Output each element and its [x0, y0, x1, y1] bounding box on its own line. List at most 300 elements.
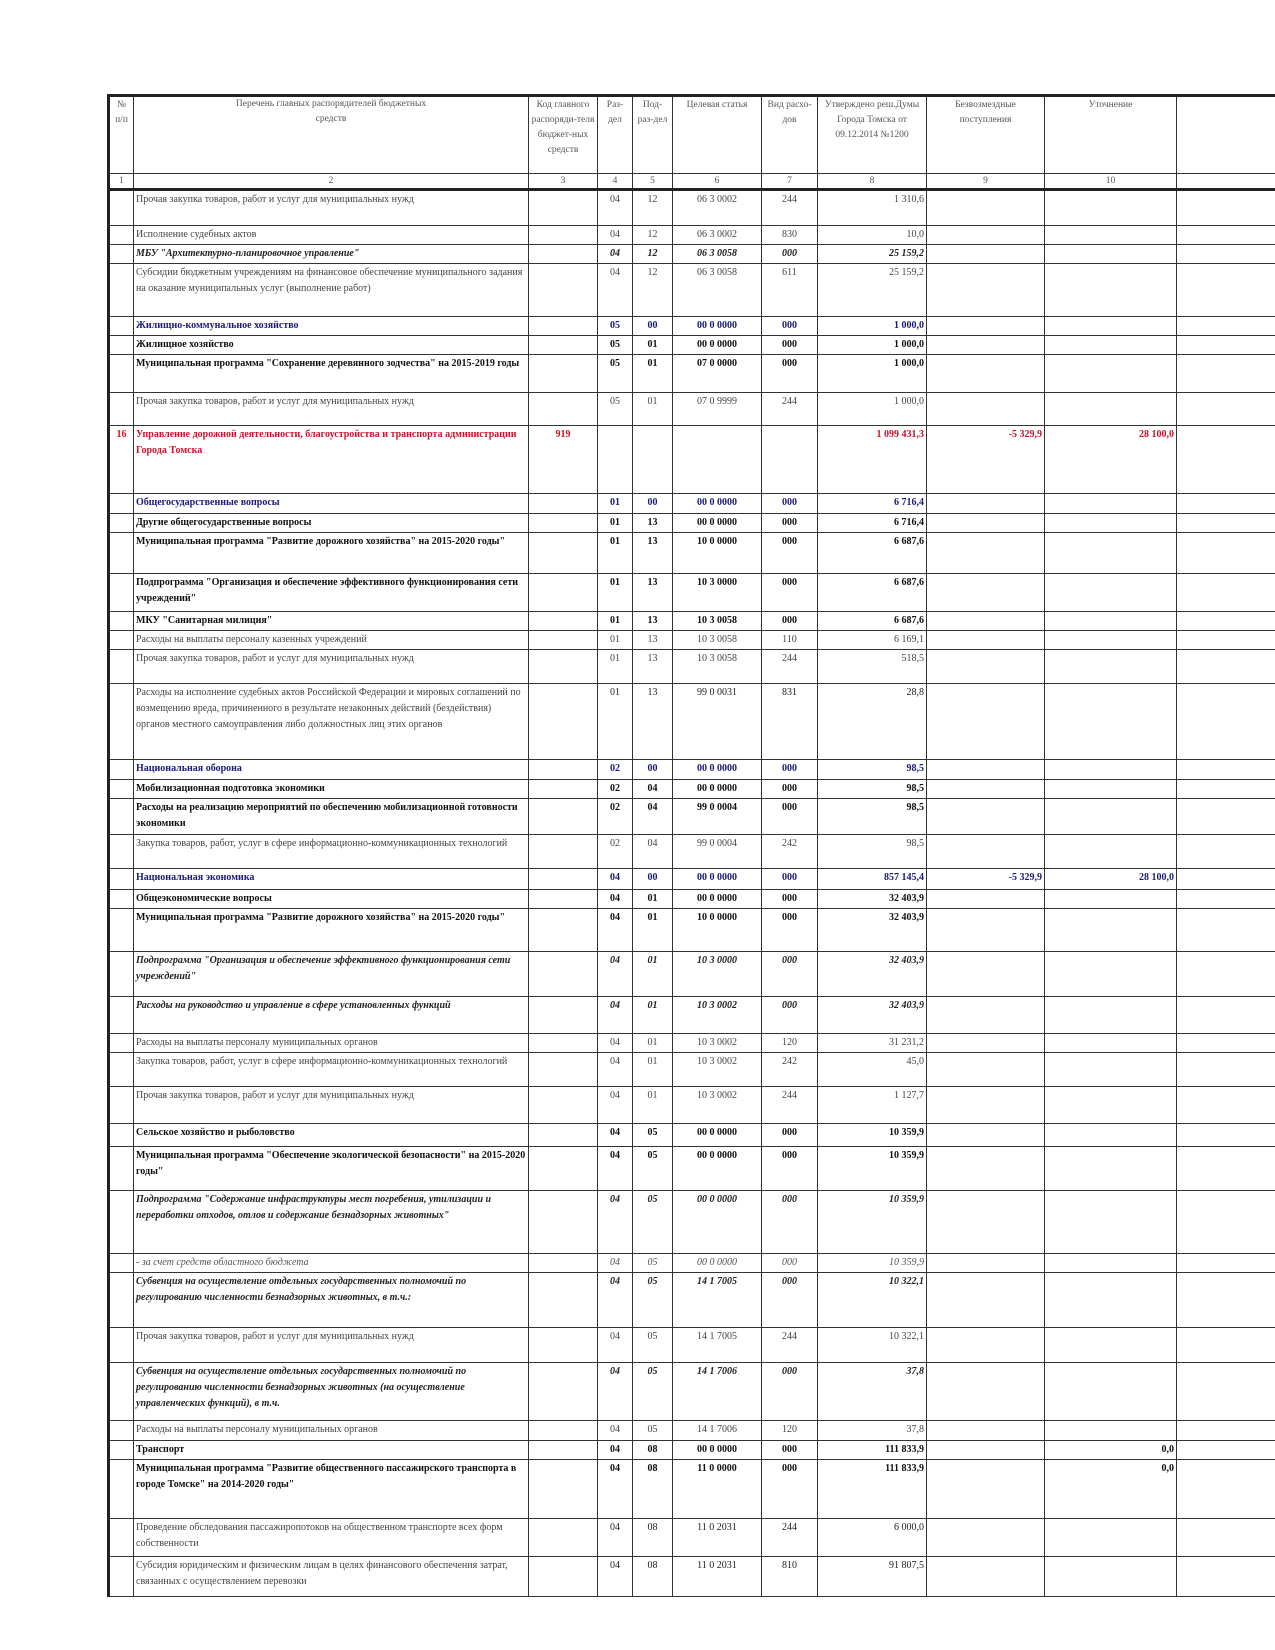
- cell-approved: 10 359,9: [818, 1147, 927, 1191]
- cell-podrazdel: 00: [633, 760, 673, 780]
- cell-extra: [1177, 1273, 1275, 1328]
- cell-code: [529, 869, 598, 890]
- cell-refine: [1045, 1421, 1177, 1441]
- cell-vr: 830: [762, 226, 818, 245]
- cell-vr: 000: [762, 997, 818, 1034]
- cell-name: МКУ "Санитарная милиция": [134, 612, 529, 631]
- cell-cs: 10 3 0002: [673, 1053, 762, 1087]
- cell-free: [927, 264, 1045, 317]
- cell-cs: 00 0 0000: [673, 1254, 762, 1273]
- cell-approved: 37,8: [818, 1363, 927, 1421]
- cell-code: [529, 336, 598, 355]
- cell-cs: 10 3 0058: [673, 650, 762, 684]
- cell-cs: 00 0 0000: [673, 780, 762, 799]
- cell-refine: [1045, 1557, 1177, 1597]
- column-number: 3: [529, 174, 598, 190]
- cell-podrazdel: 13: [633, 514, 673, 533]
- table-row: [109, 190, 1275, 226]
- cell-code: [529, 245, 598, 264]
- cell-name: Общегосударственные вопросы: [134, 494, 529, 514]
- cell-podrazdel: 13: [633, 533, 673, 574]
- cell-no: [109, 355, 134, 393]
- cell-code: [529, 1557, 598, 1597]
- cell-free: [927, 952, 1045, 997]
- cell-free: [927, 355, 1045, 393]
- cell-vr: 000: [762, 494, 818, 514]
- cell-refine: [1045, 631, 1177, 650]
- cell-refine: [1045, 1273, 1177, 1328]
- cell-razdel: 01: [598, 684, 633, 760]
- table-row: [109, 1557, 1275, 1597]
- cell-extra: [1177, 317, 1275, 336]
- cell-podrazdel: [633, 426, 673, 494]
- cell-code: [529, 1519, 598, 1557]
- cell-podrazdel: 08: [633, 1441, 673, 1460]
- table-row: [109, 264, 1275, 317]
- cell-cs: 00 0 0000: [673, 890, 762, 909]
- column-number: 1: [109, 174, 134, 190]
- cell-approved: 98,5: [818, 799, 927, 835]
- cell-razdel: 05: [598, 336, 633, 355]
- cell-podrazdel: 05: [633, 1191, 673, 1254]
- cell-name: Национальная экономика: [134, 869, 529, 890]
- cell-refine: [1045, 760, 1177, 780]
- cell-name: Прочая закупка товаров, работ и услуг для муниципальных нужд: [134, 190, 529, 226]
- cell-code: [529, 1273, 598, 1328]
- cell-cs: 00 0 0000: [673, 1441, 762, 1460]
- table-row: [109, 1124, 1275, 1147]
- cell-refine: [1045, 997, 1177, 1034]
- cell-extra: [1177, 1087, 1275, 1124]
- table-row: [109, 835, 1275, 869]
- cell-free: [927, 780, 1045, 799]
- cell-approved: 6 687,6: [818, 612, 927, 631]
- cell-razdel: 02: [598, 799, 633, 835]
- cell-vr: 000: [762, 514, 818, 533]
- cell-extra: [1177, 780, 1275, 799]
- cell-vr: 000: [762, 1441, 818, 1460]
- cell-vr: 120: [762, 1421, 818, 1441]
- cell-cs: 00 0 0000: [673, 317, 762, 336]
- cell-approved: 32 403,9: [818, 952, 927, 997]
- cell-podrazdel: 13: [633, 612, 673, 631]
- cell-free: [927, 1087, 1045, 1124]
- cell-podrazdel: 01: [633, 355, 673, 393]
- cell-cs: 00 0 0000: [673, 1191, 762, 1254]
- cell-razdel: 04: [598, 1421, 633, 1441]
- header-cell: Под-раз-дел: [633, 96, 673, 174]
- cell-razdel: 04: [598, 1147, 633, 1191]
- cell-no: [109, 245, 134, 264]
- cell-refine: 0,0: [1045, 1460, 1177, 1519]
- cell-approved: 10 322,1: [818, 1328, 927, 1363]
- cell-cs: 00 0 0000: [673, 1124, 762, 1147]
- cell-podrazdel: 00: [633, 494, 673, 514]
- cell-podrazdel: 01: [633, 890, 673, 909]
- cell-code: [529, 650, 598, 684]
- cell-razdel: 04: [598, 1519, 633, 1557]
- cell-name: Расходы на выплаты персоналу муниципальных органов: [134, 1421, 529, 1441]
- cell-approved: 1 000,0: [818, 393, 927, 426]
- cell-cs: 10 3 0002: [673, 997, 762, 1034]
- cell-vr: 000: [762, 909, 818, 952]
- cell-code: [529, 612, 598, 631]
- cell-extra: [1177, 533, 1275, 574]
- cell-podrazdel: 01: [633, 1034, 673, 1053]
- cell-razdel: 04: [598, 1254, 633, 1273]
- cell-podrazdel: 04: [633, 780, 673, 799]
- cell-vr: 000: [762, 952, 818, 997]
- header-cell: Код главного распоряди-теля бюджет-ных средств: [529, 96, 598, 174]
- table-row: [109, 1441, 1275, 1460]
- cell-extra: [1177, 393, 1275, 426]
- cell-code: [529, 1124, 598, 1147]
- cell-free: [927, 1191, 1045, 1254]
- cell-no: [109, 1460, 134, 1519]
- cell-vr: 242: [762, 835, 818, 869]
- cell-free: [927, 1053, 1045, 1087]
- header-cell: Уточнение: [1045, 96, 1177, 174]
- cell-refine: 28 100,0: [1045, 869, 1177, 890]
- cell-vr: 120: [762, 1034, 818, 1053]
- budget-table: [107, 94, 1275, 1597]
- cell-podrazdel: 08: [633, 1519, 673, 1557]
- cell-approved: 10 359,9: [818, 1191, 927, 1254]
- cell-refine: [1045, 393, 1177, 426]
- cell-code: [529, 952, 598, 997]
- cell-refine: 0,0: [1045, 1441, 1177, 1460]
- cell-cs: 14 1 7005: [673, 1273, 762, 1328]
- cell-podrazdel: 04: [633, 799, 673, 835]
- cell-podrazdel: 01: [633, 909, 673, 952]
- cell-code: [529, 533, 598, 574]
- cell-no: [109, 631, 134, 650]
- cell-no: 16: [109, 426, 134, 494]
- table-row: [109, 355, 1275, 393]
- cell-free: [927, 835, 1045, 869]
- column-number: 10: [1045, 174, 1177, 190]
- cell-vr: 831: [762, 684, 818, 760]
- cell-razdel: 04: [598, 997, 633, 1034]
- cell-approved: 6 169,1: [818, 631, 927, 650]
- cell-name: Прочая закупка товаров, работ и услуг для муниципальных нужд: [134, 393, 529, 426]
- cell-free: [927, 1557, 1045, 1597]
- cell-refine: [1045, 890, 1177, 909]
- cell-name: Сельское хозяйство и рыболовство: [134, 1124, 529, 1147]
- cell-refine: [1045, 780, 1177, 799]
- header-cell: [1177, 96, 1275, 174]
- cell-razdel: 04: [598, 869, 633, 890]
- cell-code: [529, 835, 598, 869]
- cell-podrazdel: 00: [633, 869, 673, 890]
- cell-free: [927, 997, 1045, 1034]
- cell-free: [927, 533, 1045, 574]
- header-cell: Утверждено реш.Думы Города Томска от 09.12.2014 №1200: [818, 96, 927, 174]
- cell-name: Управление дорожной деятельности, благоустройства и транспорта администрации Города Томска: [134, 426, 529, 494]
- cell-podrazdel: 00: [633, 317, 673, 336]
- cell-cs: 11 0 2031: [673, 1519, 762, 1557]
- cell-code: [529, 1328, 598, 1363]
- cell-cs: 07 0 0000: [673, 355, 762, 393]
- cell-razdel: 04: [598, 952, 633, 997]
- table-row: [109, 1273, 1275, 1328]
- cell-extra: [1177, 1441, 1275, 1460]
- cell-free: -5 329,9: [927, 426, 1045, 494]
- cell-free: [927, 514, 1045, 533]
- cell-podrazdel: 05: [633, 1124, 673, 1147]
- cell-free: [927, 336, 1045, 355]
- cell-code: [529, 1191, 598, 1254]
- cell-cs: 10 0 0000: [673, 909, 762, 952]
- cell-extra: [1177, 264, 1275, 317]
- cell-code: [529, 1460, 598, 1519]
- cell-approved: 37,8: [818, 1421, 927, 1441]
- table-row: [109, 336, 1275, 355]
- cell-code: [529, 1087, 598, 1124]
- cell-approved: 111 833,9: [818, 1441, 927, 1460]
- cell-extra: [1177, 909, 1275, 952]
- cell-name: Субсидии бюджетным учреждениям на финансовое обеспечение муниципального задания на оказание муниципальных услуг (выполнение работ): [134, 264, 529, 317]
- header-cell: Вид расхо-дов: [762, 96, 818, 174]
- cell-name: Транспорт: [134, 1441, 529, 1460]
- table-row: [109, 574, 1275, 612]
- cell-cs: 10 3 0058: [673, 612, 762, 631]
- cell-refine: [1045, 909, 1177, 952]
- cell-vr: 000: [762, 1124, 818, 1147]
- cell-code: [529, 631, 598, 650]
- cell-cs: 06 3 0002: [673, 190, 762, 226]
- cell-extra: [1177, 1363, 1275, 1421]
- header-cell: Раз-дел: [598, 96, 633, 174]
- header-row: [109, 96, 1275, 174]
- cell-extra: [1177, 1191, 1275, 1254]
- cell-razdel: 04: [598, 1191, 633, 1254]
- cell-code: [529, 1254, 598, 1273]
- cell-cs: 10 3 0000: [673, 952, 762, 997]
- table-row: [109, 1053, 1275, 1087]
- cell-cs: 06 3 0058: [673, 264, 762, 317]
- cell-vr: 000: [762, 245, 818, 264]
- cell-approved: 28,8: [818, 684, 927, 760]
- cell-razdel: 04: [598, 190, 633, 226]
- cell-name: Подпрограмма "Организация и обеспечение эффективного функционирования сети учреждений": [134, 574, 529, 612]
- table-row: [109, 514, 1275, 533]
- header-cell: № п/п: [109, 96, 134, 174]
- cell-name: Расходы на выплаты персоналу казенных учреждений: [134, 631, 529, 650]
- cell-no: [109, 494, 134, 514]
- cell-podrazdel: 08: [633, 1460, 673, 1519]
- cell-razdel: 01: [598, 514, 633, 533]
- cell-no: [109, 1557, 134, 1597]
- cell-name: Прочая закупка товаров, работ и услуг для муниципальных нужд: [134, 650, 529, 684]
- table-row: [109, 631, 1275, 650]
- column-number: 5: [633, 174, 673, 190]
- cell-approved: 91 807,5: [818, 1557, 927, 1597]
- cell-no: [109, 264, 134, 317]
- cell-razdel: 04: [598, 1053, 633, 1087]
- cell-approved: 25 159,2: [818, 264, 927, 317]
- cell-name: Субвенция на осуществление отдельных государственных полномочий по регулированию численности безнадзорных животных (на осуществление управленческих функций), в т.ч.: [134, 1363, 529, 1421]
- cell-code: [529, 799, 598, 835]
- cell-razdel: 04: [598, 264, 633, 317]
- table-row: [109, 1519, 1275, 1557]
- cell-no: [109, 1421, 134, 1441]
- cell-refine: [1045, 1147, 1177, 1191]
- cell-refine: [1045, 494, 1177, 514]
- table-row: [109, 952, 1275, 997]
- cell-cs: 14 1 7006: [673, 1421, 762, 1441]
- cell-name: Прочая закупка товаров, работ и услуг для муниципальных нужд: [134, 1087, 529, 1124]
- cell-extra: [1177, 1557, 1275, 1597]
- cell-extra: [1177, 1147, 1275, 1191]
- cell-extra: [1177, 574, 1275, 612]
- cell-free: [927, 1273, 1045, 1328]
- cell-podrazdel: 13: [633, 631, 673, 650]
- cell-no: [109, 1363, 134, 1421]
- cell-name: Муниципальная программа "Развитие дорожного хозяйства" на 2015-2020 годы": [134, 533, 529, 574]
- cell-vr: 810: [762, 1557, 818, 1597]
- cell-refine: [1045, 799, 1177, 835]
- cell-no: [109, 317, 134, 336]
- column-number: [1177, 174, 1275, 190]
- cell-code: [529, 1147, 598, 1191]
- cell-razdel: 04: [598, 1034, 633, 1053]
- cell-extra: [1177, 426, 1275, 494]
- cell-vr: 244: [762, 1087, 818, 1124]
- table-row: [109, 393, 1275, 426]
- cell-cs: 10 0 0000: [673, 533, 762, 574]
- cell-approved: 98,5: [818, 835, 927, 869]
- cell-code: 919: [529, 426, 598, 494]
- cell-vr: 000: [762, 1191, 818, 1254]
- cell-no: [109, 1147, 134, 1191]
- cell-free: [927, 317, 1045, 336]
- cell-code: [529, 890, 598, 909]
- cell-code: [529, 1441, 598, 1460]
- cell-podrazdel: 05: [633, 1328, 673, 1363]
- cell-approved: 857 145,4: [818, 869, 927, 890]
- cell-free: [927, 1363, 1045, 1421]
- cell-refine: [1045, 650, 1177, 684]
- cell-cs: 00 0 0000: [673, 494, 762, 514]
- cell-approved: 6 687,6: [818, 533, 927, 574]
- cell-cs: 11 0 2031: [673, 1557, 762, 1597]
- cell-vr: 244: [762, 1328, 818, 1363]
- cell-extra: [1177, 336, 1275, 355]
- cell-free: [927, 631, 1045, 650]
- cell-code: [529, 317, 598, 336]
- cell-extra: [1177, 226, 1275, 245]
- column-number: 6: [673, 174, 762, 190]
- table-row: [109, 245, 1275, 264]
- cell-approved: 31 231,2: [818, 1034, 927, 1053]
- cell-cs: 00 0 0000: [673, 1147, 762, 1191]
- cell-approved: 6 716,4: [818, 494, 927, 514]
- cell-extra: [1177, 952, 1275, 997]
- cell-name: Проведение обследования пассажиропотоков на общественном транспорте всех форм собственности: [134, 1519, 529, 1557]
- header-cell: Целевая статья: [673, 96, 762, 174]
- cell-extra: [1177, 684, 1275, 760]
- cell-refine: [1045, 317, 1177, 336]
- cell-extra: [1177, 799, 1275, 835]
- cell-no: [109, 835, 134, 869]
- cell-podrazdel: 04: [633, 835, 673, 869]
- cell-name: Расходы на руководство и управление в сфере установленных функций: [134, 997, 529, 1034]
- column-number: 9: [927, 174, 1045, 190]
- cell-podrazdel: 13: [633, 574, 673, 612]
- cell-name: Национальная оборона: [134, 760, 529, 780]
- table-row: [109, 909, 1275, 952]
- cell-free: [927, 1328, 1045, 1363]
- cell-vr: 000: [762, 1147, 818, 1191]
- cell-approved: 98,5: [818, 760, 927, 780]
- cell-vr: 000: [762, 533, 818, 574]
- cell-code: [529, 1363, 598, 1421]
- table-row: [109, 1363, 1275, 1421]
- cell-no: [109, 890, 134, 909]
- cell-refine: [1045, 684, 1177, 760]
- cell-code: [529, 1053, 598, 1087]
- cell-no: [109, 226, 134, 245]
- cell-razdel: 04: [598, 1363, 633, 1421]
- table-row: [109, 494, 1275, 514]
- cell-name: Другие общегосударственные вопросы: [134, 514, 529, 533]
- cell-refine: [1045, 952, 1177, 997]
- cell-cs: 07 0 9999: [673, 393, 762, 426]
- cell-extra: [1177, 514, 1275, 533]
- cell-name: Общеэкономические вопросы: [134, 890, 529, 909]
- table-row: [109, 1191, 1275, 1254]
- cell-free: [927, 799, 1045, 835]
- table-row: [109, 684, 1275, 760]
- cell-free: [927, 909, 1045, 952]
- cell-no: [109, 514, 134, 533]
- cell-cs: 99 0 0004: [673, 799, 762, 835]
- cell-name: Закупка товаров, работ, услуг в сфере информационно-коммуникационных технологий: [134, 835, 529, 869]
- cell-refine: [1045, 1254, 1177, 1273]
- cell-approved: 518,5: [818, 650, 927, 684]
- cell-podrazdel: 08: [633, 1557, 673, 1597]
- cell-name: Прочая закупка товаров, работ и услуг для муниципальных нужд: [134, 1328, 529, 1363]
- table-row: [109, 226, 1275, 245]
- cell-code: [529, 909, 598, 952]
- cell-refine: [1045, 612, 1177, 631]
- cell-approved: 45,0: [818, 1053, 927, 1087]
- cell-free: [927, 612, 1045, 631]
- cell-cs: 00 0 0000: [673, 869, 762, 890]
- cell-name: Исполнение судебных актов: [134, 226, 529, 245]
- column-number: 7: [762, 174, 818, 190]
- cell-extra: [1177, 835, 1275, 869]
- table-row: [109, 890, 1275, 909]
- cell-podrazdel: 01: [633, 1087, 673, 1124]
- cell-razdel: 01: [598, 650, 633, 684]
- cell-cs: 14 1 7006: [673, 1363, 762, 1421]
- cell-free: -5 329,9: [927, 869, 1045, 890]
- cell-approved: 10 359,9: [818, 1124, 927, 1147]
- cell-free: [927, 650, 1045, 684]
- cell-no: [109, 1273, 134, 1328]
- cell-approved: 1 000,0: [818, 336, 927, 355]
- cell-podrazdel: 01: [633, 952, 673, 997]
- cell-free: [927, 684, 1045, 760]
- cell-refine: [1045, 264, 1177, 317]
- cell-approved: 111 833,9: [818, 1460, 927, 1519]
- cell-podrazdel: 05: [633, 1421, 673, 1441]
- table-row: [109, 760, 1275, 780]
- cell-vr: 244: [762, 393, 818, 426]
- cell-free: [927, 226, 1045, 245]
